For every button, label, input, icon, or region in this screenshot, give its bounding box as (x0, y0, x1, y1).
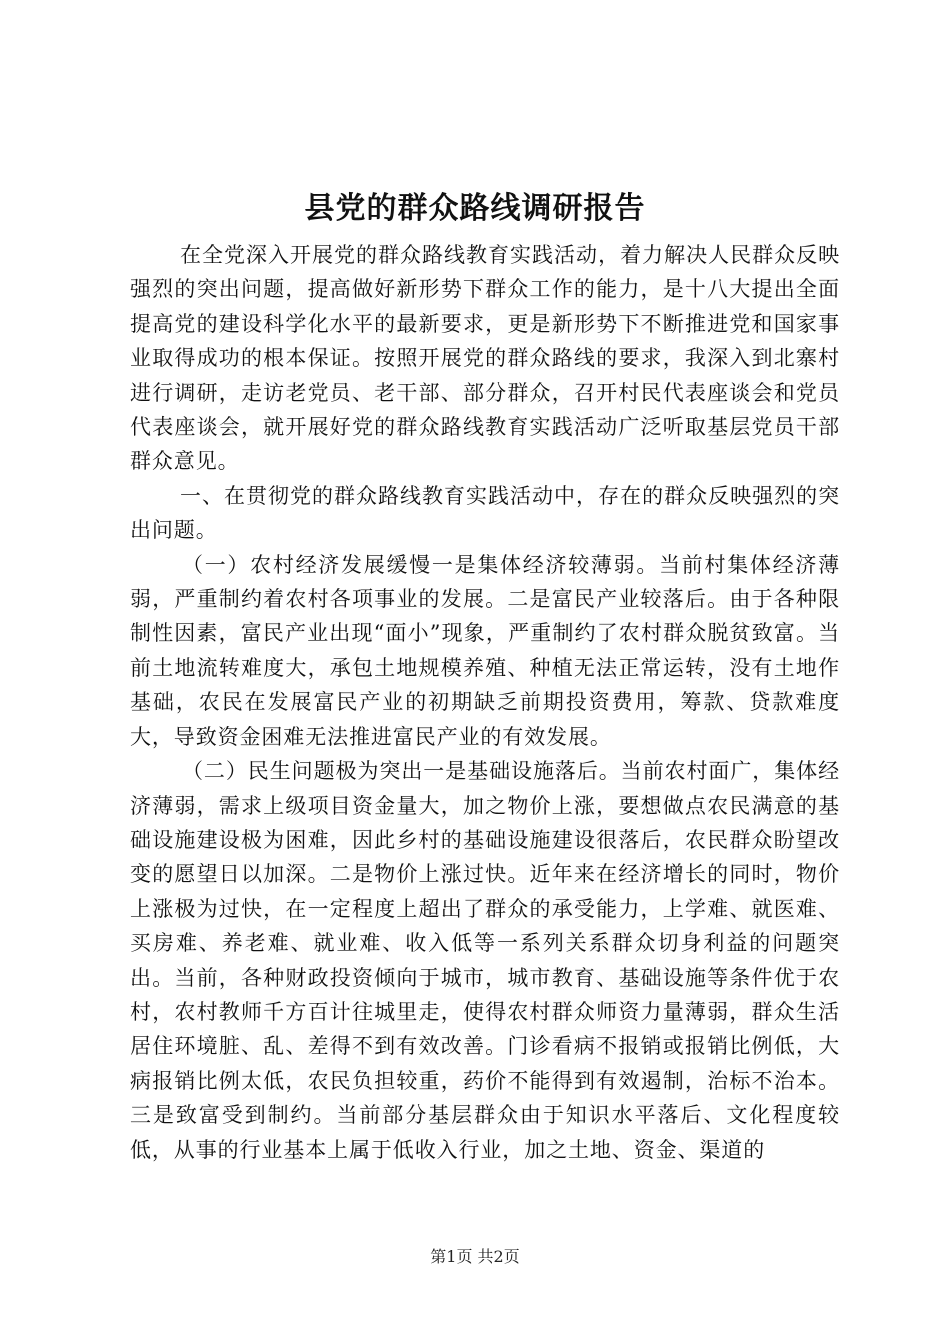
paragraph-intro: 在全党深入开展党的群众路线教育实践活动，着力解决人民群众反映强烈的突出问题，提高做好新形势下群众工作的能力，是十八大提出全面提高党的建设科学化水平的最新要求，更是新形势下不断推进党和国家事业取得成功的根本保证。按照开展党的群众路线的要求，我深入到北寨村进行调研，走访老党员、老干部、部分群众，召开村民代表座谈会和党员代表座谈会，就开展好党的群众路线教育实践活动广泛听取基层党员干部群众意见。 (130, 243, 840, 474)
document-body (130, 238, 840, 1167)
paragraph-rural-economy: （一）农村经济发展缓慢一是集体经济较薄弱。当前村集体经济薄弱，严重制约着农村各项事业的发展。二是富民产业较落后。由于各种限制性因素，富民产业出现“面小”现象，严重制约了农村群众脱贫致富。当前土地流转难度大，承包土地规模养殖、种植无法正常运转，没有土地作基础，农民在发展富民产业的初期缺乏前期投资费用，筹款、贷款难度大，导致资金困难无法推进富民产业的有效发展。 (130, 552, 840, 749)
page-number-footer: 第1页 共2页 (430, 1247, 520, 1266)
document-title: 县党的群众路线调研报告 (304, 191, 646, 226)
paragraph-livelihood-issues: （二）民生问题极为突出一是基础设施落后。当前农村面广，集体经济薄弱，需求上级项目资金量大，加之物价上涨，要想做点农民满意的基础设施建设极为困难，因此乡村的基础设施建设很落后，农民群众盼望改变的愿望日以加深。二是物价上涨过快。近年来在经济增长的同时，物价上涨极为过快，在一定程度上超出了群众的承受能力，上学难、就医难、买房难、养老难、就业难、收入低等一系列关系群众切身利益的问题突出。当前，各种财政投资倾向于城市，城市教育、基础设施等条件优于农村，农村教师千方百计往城里走，使得农村群众师资力量薄弱，群众生活居住环境脏、乱、差得不到有效改善。门诊看病不报销或报销比例低，大病报销比例太低，农民负担较重，药价不能得到有效遏制，治标不治本。三是致富受到制约。当前部分基层群众由于知识水平落后、文化程度较低，从事的行业基本上属于低收入行业，加之土地、资金、渠道的 (130, 759, 840, 1162)
paragraph-section-one-heading: 一、在贯彻党的群众路线教育实践活动中，存在的群众反映强烈的突出问题。 (130, 483, 840, 543)
